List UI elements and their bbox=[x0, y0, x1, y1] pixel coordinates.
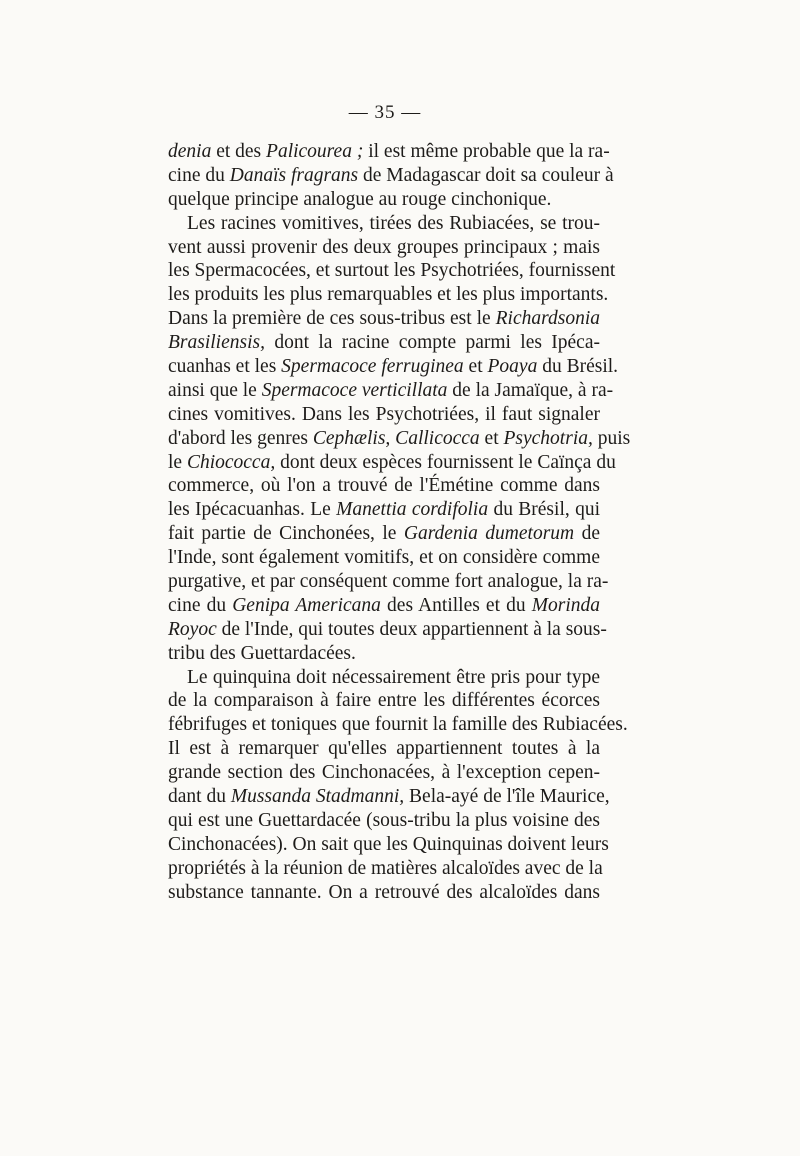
text-line bbox=[168, 474, 600, 498]
text-line bbox=[168, 212, 600, 236]
text-line bbox=[168, 594, 600, 618]
text-run: Le quinquina doit nécessairement être pris pour type bbox=[187, 666, 600, 688]
text-run: fait partie de Cinchonées, le bbox=[168, 523, 404, 545]
text-line bbox=[168, 379, 614, 403]
text-line bbox=[168, 403, 600, 427]
text-run: quelque principe analogue au rouge cinchonique. bbox=[168, 188, 552, 210]
italic-term: Manettia cordifolia bbox=[336, 499, 489, 521]
text-line bbox=[168, 546, 600, 570]
italic-term: Brasiliensis, bbox=[168, 332, 265, 354]
text-line bbox=[168, 570, 609, 594]
text-line bbox=[168, 307, 600, 331]
text-run: dont la racine compte parmi les Ipéca- bbox=[264, 332, 600, 354]
italic-term: Spermacoce verticillata bbox=[261, 379, 448, 401]
text-run: les Ipécacuanhas. Le bbox=[168, 499, 337, 521]
text-line bbox=[168, 355, 619, 379]
text-run: Cinchonacées). On sait que les Quinquinas doivent leurs bbox=[168, 833, 609, 855]
text-line bbox=[168, 498, 600, 522]
italic-term: denia bbox=[168, 141, 212, 162]
text-line bbox=[168, 689, 600, 713]
text-run: tribu des Guettardacées. bbox=[168, 642, 356, 664]
text-run: de la comparaison à faire entre les différentes écorces bbox=[168, 690, 600, 712]
text-run: de l'Inde, qui toutes deux appartiennent à la sous- bbox=[216, 618, 607, 640]
text-run: le bbox=[168, 451, 187, 473]
text-line bbox=[168, 666, 600, 690]
text-line bbox=[168, 833, 609, 857]
text-line bbox=[168, 857, 603, 881]
text-run: cine du bbox=[168, 164, 230, 186]
text-line bbox=[168, 761, 600, 785]
text-run: cines vomitives. Dans les Psychotriées, il faut signaler bbox=[168, 403, 600, 425]
text-line bbox=[168, 331, 600, 355]
text-run: dant du bbox=[168, 786, 231, 808]
text-line bbox=[168, 164, 614, 188]
text-run: commerce, où l'on a trouvé de l'Émétine comme dans bbox=[168, 475, 600, 497]
text-line bbox=[168, 283, 609, 307]
italic-term: Morinda bbox=[531, 594, 600, 616]
italic-term: Danaïs fragrans bbox=[229, 164, 359, 186]
italic-term: Palicourea ; bbox=[266, 141, 364, 162]
text-run: du Brésil, qui bbox=[488, 499, 600, 521]
text-run: et bbox=[463, 356, 488, 378]
text-run: Il est à remarquer qu'elles appartiennent toutes à la bbox=[168, 738, 600, 760]
text-run: l'Inde, sont également vomitifs, et on considère comme bbox=[168, 547, 600, 569]
text-run: purgative, et par conséquent comme fort analogue, la ra- bbox=[168, 571, 609, 593]
text-line bbox=[168, 451, 616, 475]
text-line bbox=[168, 809, 600, 833]
italic-term: Genipa Americana bbox=[232, 594, 381, 616]
text-run: cuanhas et les bbox=[168, 356, 282, 378]
text-run: de bbox=[574, 523, 600, 545]
italic-term: Psychotria, bbox=[503, 427, 593, 449]
italic-term: Cephælis, Callicocca bbox=[312, 427, 480, 449]
text-run: cine du bbox=[168, 594, 233, 616]
italic-term: Chiococca, bbox=[186, 451, 276, 473]
text-run: de Madagascar doit sa couleur à bbox=[358, 164, 614, 186]
text-line bbox=[168, 140, 610, 164]
text-run: fébrifuges et toniques que fournit la famille des Rubiacées. bbox=[168, 714, 628, 736]
text-line bbox=[168, 188, 600, 212]
text-run: substance tannante. On a retrouvé des alcaloïdes dans bbox=[168, 881, 600, 903]
text-run: Bela-ayé de l'île Maurice, bbox=[404, 786, 610, 808]
text-run: Les racines vomitives, tirées des Rubiacées, se trou- bbox=[187, 212, 600, 234]
text-line bbox=[168, 236, 600, 260]
text-run: les Spermacocées, et surtout les Psychotriées, fournissent bbox=[168, 260, 616, 282]
text-run: les produits les plus remarquables et les plus importants. bbox=[168, 284, 609, 306]
text-line bbox=[168, 522, 600, 546]
text-run: ainsi que le bbox=[168, 379, 262, 401]
text-line bbox=[168, 618, 607, 642]
text-line bbox=[168, 259, 616, 283]
text-line bbox=[168, 881, 600, 905]
text-run: des Antilles et du bbox=[380, 594, 532, 616]
italic-term: Mussanda Stadmanni, bbox=[230, 786, 405, 808]
text-run: et des bbox=[211, 141, 267, 162]
text-run: du Brésil. bbox=[537, 356, 619, 378]
text-run: qui est une Guettardacée (sous-tribu la plus voisine des bbox=[168, 809, 600, 831]
italic-term: Royoc bbox=[168, 618, 217, 640]
text-run: puis bbox=[592, 427, 631, 449]
text-run: Dans la première de ces sous-tribus est le bbox=[168, 308, 496, 330]
text-run: propriétés à la réunion de matières alcaloïdes avec de la bbox=[168, 857, 603, 879]
italic-term: Spermacoce ferruginea bbox=[281, 356, 464, 378]
text-run: de la Jamaïque, à ra- bbox=[447, 379, 614, 401]
text-run: vent aussi provenir des deux groupes principaux ; mais bbox=[168, 236, 600, 258]
text-line bbox=[168, 427, 631, 451]
text-line bbox=[168, 642, 600, 666]
text-run: il est même probable que la ra- bbox=[363, 141, 610, 162]
italic-term: Gardenia dumetorum bbox=[403, 523, 575, 545]
text-run: grande section des Cinchonacées, à l'exception cepen- bbox=[168, 762, 600, 784]
text-run: et bbox=[479, 427, 504, 449]
text-line bbox=[168, 713, 628, 737]
text-line bbox=[168, 737, 600, 761]
italic-term: Richardsonia bbox=[495, 308, 600, 330]
page-number: — 35 — bbox=[348, 102, 422, 123]
text-line bbox=[168, 785, 610, 809]
italic-term: Poaya bbox=[487, 356, 538, 378]
body-text bbox=[168, 140, 631, 905]
text-run: d'abord les genres bbox=[168, 427, 313, 449]
text-run: dont deux espèces fournissent le Caïnça du bbox=[275, 451, 616, 473]
